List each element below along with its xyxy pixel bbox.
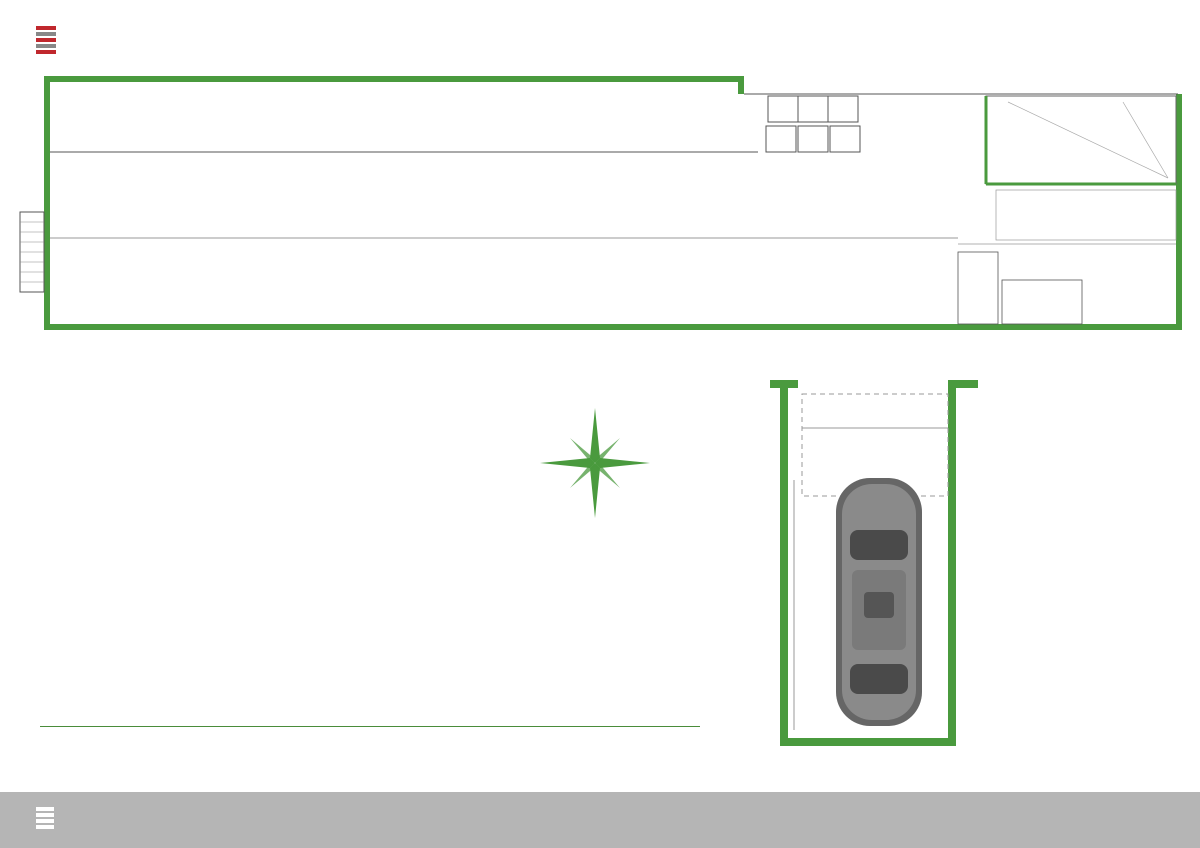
compass-star-icon <box>540 408 650 518</box>
compass-rose <box>530 398 660 528</box>
footer-logo-cube-icon <box>34 804 56 832</box>
footer-logo <box>34 802 184 842</box>
footer <box>0 792 1200 848</box>
brand-logo <box>34 20 204 70</box>
logo-cube-icon <box>34 22 60 56</box>
box-detail-drawing <box>770 380 990 750</box>
floor-plan <box>18 72 1182 334</box>
title-divider <box>40 726 700 727</box>
car-top-view-icon <box>836 478 922 726</box>
